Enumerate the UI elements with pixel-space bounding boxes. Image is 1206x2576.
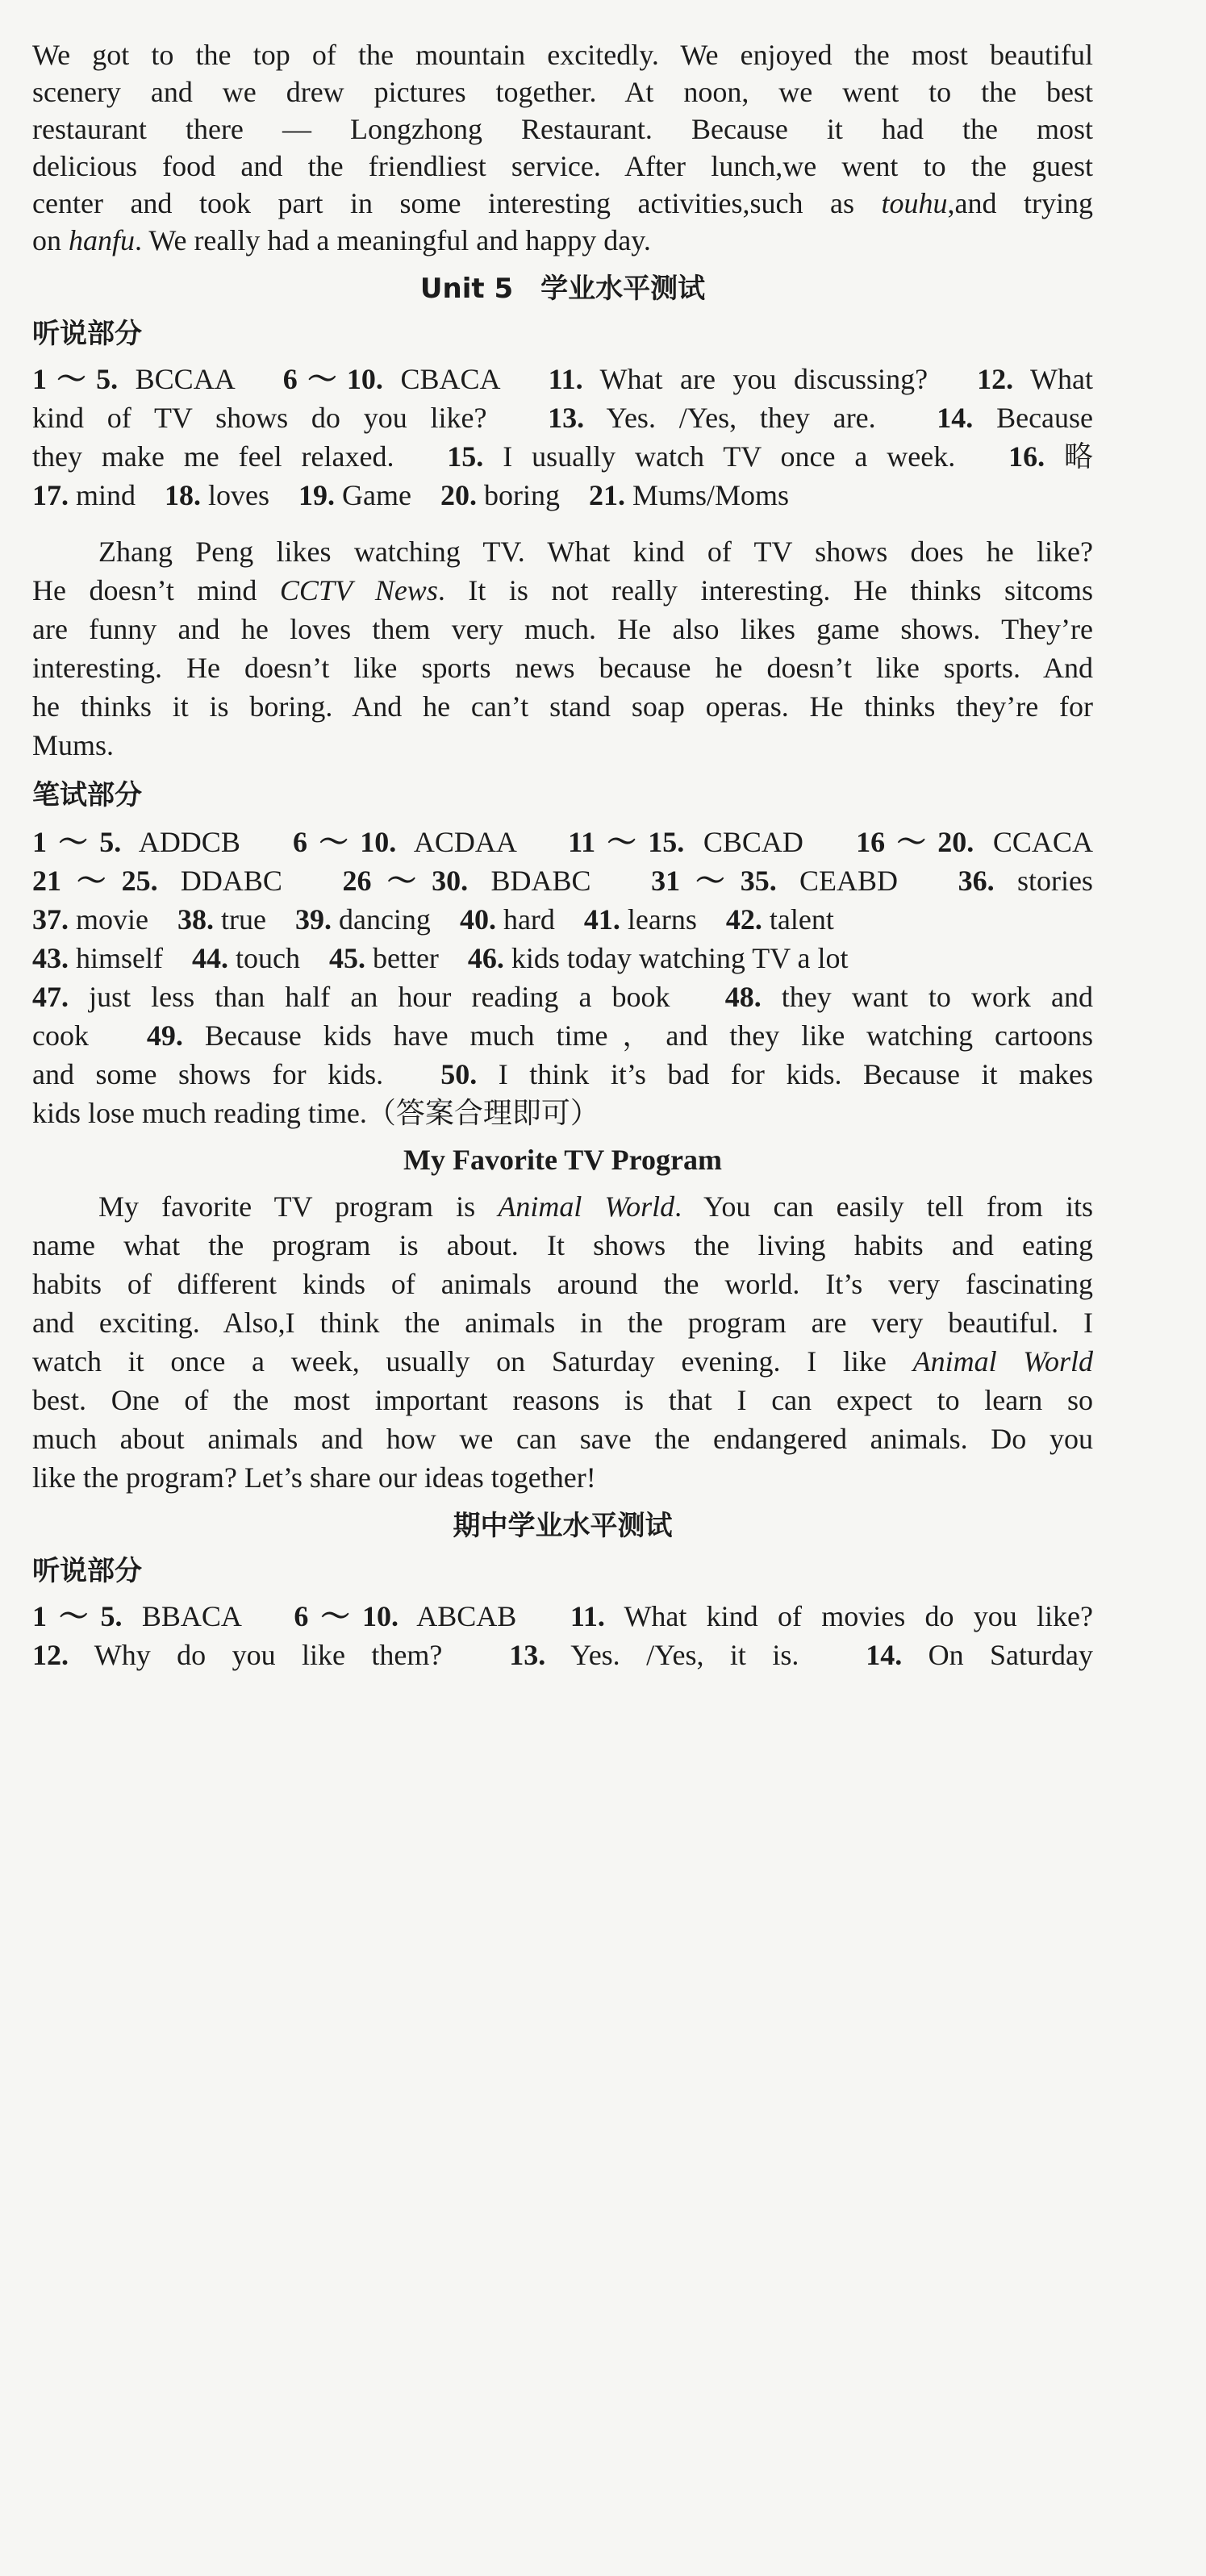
passage-line: he thinks it is boring. And he can’t stand soap operas. He thinks they’re for — [32, 690, 1093, 723]
answer-line: they make me feel relaxed. 15. I usually watch TV once a week. 16. 略 — [32, 440, 1093, 473]
paragraph-line: center and took part in some interesting activities,such as touhu,and trying — [32, 187, 1093, 219]
subsection-heading: 听说部分 — [32, 318, 142, 350]
essay-line: like the program? Let’s share our ideas together! — [32, 1461, 596, 1494]
section-title: 期中学业水平测试 — [453, 1510, 673, 1542]
essay-line: best. One of the most important reasons is that I can expect to learn so — [32, 1384, 1093, 1416]
passage-line: are funny and he loves them very much. He also likes game shows. They’re — [32, 613, 1093, 645]
paragraph-line: on hanfu. We really had a meaningful and happy day. — [32, 224, 651, 256]
paragraph-line: We got to the top of the mountain excitedly. We enjoyed the most beautiful — [32, 39, 1093, 71]
answer-line: 47. just less than half an hour reading a book 48. they want to work and — [32, 981, 1093, 1013]
answer-line: 1～5. ADDCB 6～10. ACDAA 11～15. CBCAD 16～20. CCACA — [32, 826, 1093, 858]
answer-line: 1～5. BBACA 6～10. ABCAB 11. What kind of movies do you like? — [32, 1600, 1093, 1632]
essay-line: watch it once a week, usually on Saturday evening. I like Animal World — [32, 1345, 1093, 1378]
answer-line: cook 49. Because kids have much time，and they like watching cartoons — [32, 1019, 1093, 1052]
essay-line: much about animals and how we can save the endangered animals. Do you — [32, 1423, 1093, 1455]
essay-line: My favorite TV program is Animal World. You can easily tell from its — [98, 1190, 1094, 1223]
passage-line: He doesn’t mind CCTV News. It is not really interesting. He thinks sitcoms — [32, 574, 1093, 606]
passage-line: Mums. — [32, 729, 115, 761]
answer-line: kind of TV shows do you like? 13. Yes. /Yes, they are. 14. Because — [32, 402, 1094, 434]
section-title: Unit 5 学业水平测试 — [419, 273, 706, 305]
passage-line: Zhang Peng likes watching TV. What kind of TV shows does he like? — [98, 536, 1093, 568]
answer-line: 37. movie 38. true 39. dancing 40. hard 41. learns 42. talent — [32, 903, 834, 936]
essay-line: and exciting. Also,I think the animals in the program are very beautiful. I — [32, 1307, 1093, 1339]
essay-title: My Favorite TV Program — [403, 1144, 722, 1176]
answer-line: 17. mind 18. loves 19. Game 20. boring 21. Mums/Moms — [32, 479, 790, 511]
paragraph-line: scenery and we drew pictures together. At noon, we went to the best — [32, 76, 1093, 108]
answer-line: 1～5. BCCAA 6～10. CBACA 11. What are you discussing? 12. What — [32, 363, 1093, 395]
subsection-heading: 听说部分 — [32, 1555, 142, 1587]
paragraph-line: delicious food and the friendliest service. After lunch,we went to the guest — [32, 150, 1093, 182]
subsection-heading: 笔试部分 — [32, 779, 142, 811]
answer-line: 12. Why do you like them? 13. Yes. /Yes, it is. 14. On Saturday — [32, 1639, 1093, 1671]
answer-line: 21～25. DDABC 26～30. BDABC 31～35. CEABD 36. stories — [32, 865, 1093, 897]
answer-line: kids lose much reading time.（答案合理即可） — [32, 1097, 599, 1129]
paragraph-line: restaurant there — Longzhong Restaurant. Because it had the most — [32, 113, 1093, 145]
passage-line: interesting. He doesn’t like sports news because he doesn’t like sports. And — [32, 652, 1093, 684]
answer-line: and some shows for kids. 50. I think it’s bad for kids. Because it makes — [32, 1058, 1093, 1090]
essay-line: name what the program is about. It shows the living habits and eating — [32, 1229, 1093, 1261]
answer-line: 43. himself 44. touch 45. better 46. kids today watching TV a lot — [32, 942, 849, 974]
essay-line: habits of different kinds of animals around the world. It’s very fascinating — [32, 1268, 1093, 1300]
